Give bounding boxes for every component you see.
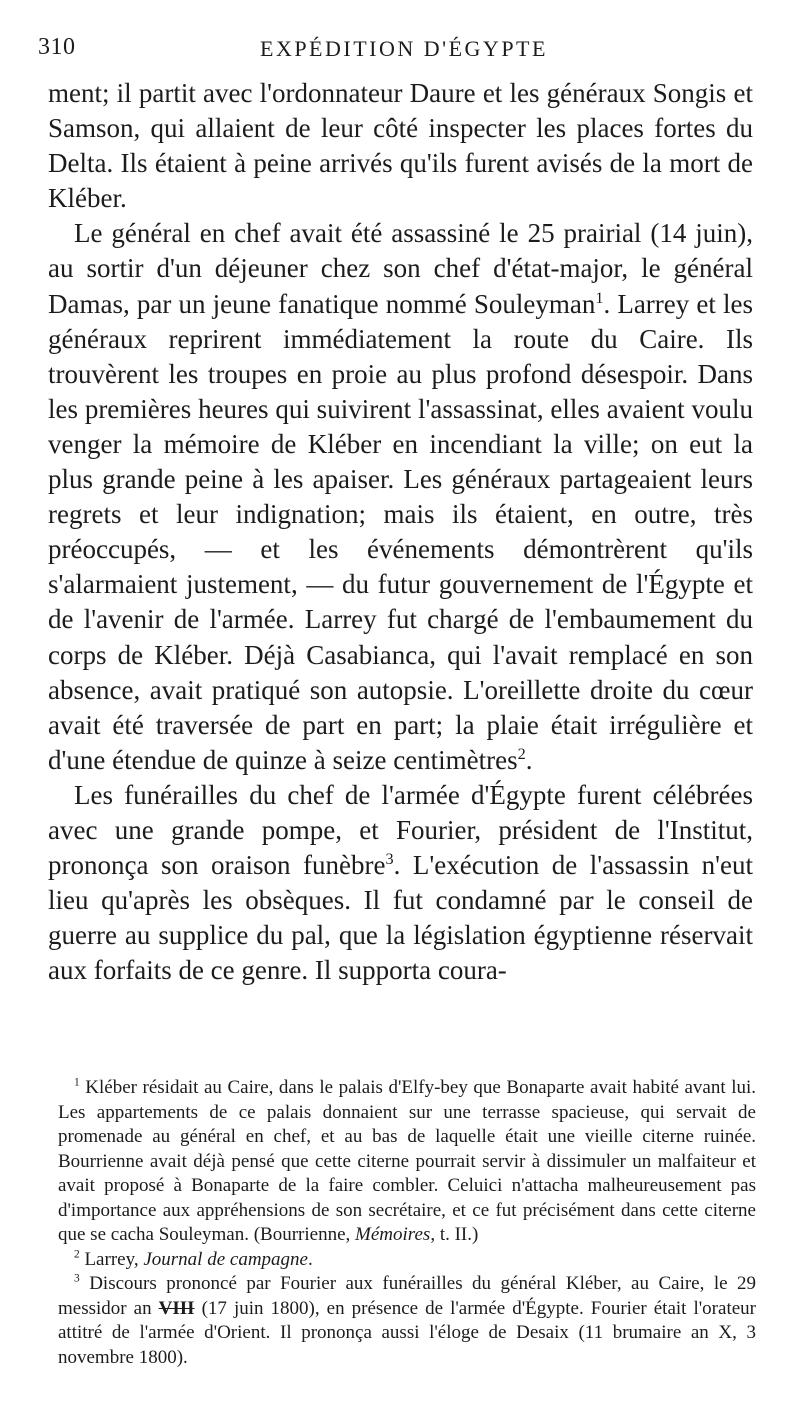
main-text xyxy=(48,76,753,988)
footnote-text: Discours prononcé par Fourier aux funérailles du général Kléber, au Caire, le 29 messidor an xyxy=(58,1273,757,1319)
paragraph xyxy=(48,778,753,989)
paragraph-text: . Larrey et les généraux reprirent immédiatement la route du Caire. Ils trouvèrent les troupes en proie au plus profond désespoir. Dans les premières heures qui suivirent l'assassinat, elles avaient voulu venger la mémoire de Kléber en incendiant la ville; on eut la plus grande peine à les apaiser. Les généraux partageaient leurs regrets et leur indignation; mais ils étaient, en outre, très préoccupés, — et les événements démontrèrent qu'ils s'alarmaient justement, — du futur gouvernement de l'Égypte et de l'avenir de l'armée. Larrey fut chargé de l'embaumement du corps de Kléber. Déjà Casabianca, qui l'avait remplacé en son absence, avait pratiqué son autopsie. L'oreillette droite du cœur avait été traversée de part en part; la plaie était irrégulière et d'une étendue de quinze à seize centimètres xyxy=(48,288,754,775)
paragraph xyxy=(48,76,753,216)
footnote-text: . xyxy=(308,1248,313,1270)
footnote-text: (17 juin 1800), en présence de l'armée d'Égypte. Fourier était l'orateur attitré de l'armée d'Orient. Il prononça aussi l'éloge de Desaix (11 brumaire an X, 3 novembre 1800). xyxy=(58,1297,756,1368)
footnote-ref: 3 xyxy=(385,850,394,869)
paragraph xyxy=(48,216,753,778)
footnote-number: 1 xyxy=(74,1076,80,1089)
running-title: EXPÉDITION D'ÉGYPTE xyxy=(260,36,548,61)
footnote xyxy=(58,1248,756,1273)
footnote-ref: 1 xyxy=(595,288,604,307)
footnote-number: 3 xyxy=(74,1272,80,1285)
paragraph-text: ment; il partit avec l'ordonnateur Daure et les généraux Songis et Samson, qui allaient de leur côté inspecter les places fortes du Delta. Ils étaient à peine arrivés qu'ils furent avisés de la mort de Kléber. xyxy=(48,78,753,214)
paragraph-text: Les funérailles du chef de l'armée d'Égypte furent célébrées avec une grande pompe, et Fourier, président de l'Institut, prononça son oraison funèbre xyxy=(48,779,753,881)
footnote-italic: Mémoires xyxy=(355,1224,431,1245)
footnotes xyxy=(58,1076,756,1370)
footnote xyxy=(58,1076,756,1248)
footnote xyxy=(58,1272,756,1370)
paragraph-text: . xyxy=(525,744,533,775)
page-header xyxy=(0,30,800,70)
footnote-ref: 2 xyxy=(517,744,526,763)
footnote-text: Larrey, xyxy=(84,1248,144,1270)
footnote-number: 2 xyxy=(74,1248,80,1261)
paragraph-text: . L'exécution de l'assassin n'eut lieu qu'après les obsèques. Il fut condamné par le conseil de guerre au supplice du pal, que la législation égyptienne réservait aux forfaits de ce genre. Il supporta coura- xyxy=(48,850,754,986)
page-number: 310 xyxy=(38,34,76,60)
roman-numeral-year: VIII xyxy=(158,1297,195,1319)
paragraph-text: Le général en chef avait été assassiné le 25 prairial (14 juin), au sortir d'un déjeuner chez son chef d'état-major, le général Damas, par un jeune fanatique nommé Souleyman xyxy=(48,218,753,319)
footnote-text: , t. II.) xyxy=(430,1224,479,1245)
footnote-text: Kléber résidait au Caire, dans le palais d'Elfy-bey que Bonaparte avait habité avant lui. Les appartements de ce palais donnaient sur une terrasse spacieuse, qui servait de promenade au général en chef, et au bas de laquelle était une vieille citerne ruinée. Bourrienne avait déjà pensé que cette citerne pourrait servir à dissimuler un malfaiteur et avait proposé à Bonaparte de la faire combler. Celuici n'attacha malheureusement pas d'importance aux appréhensions de son secrétaire, et ce fut précisément dans cette citerne que se cacha Souleyman. (Bourrienne, xyxy=(58,1077,757,1245)
footnote-italic: Journal de campagne xyxy=(143,1248,308,1270)
